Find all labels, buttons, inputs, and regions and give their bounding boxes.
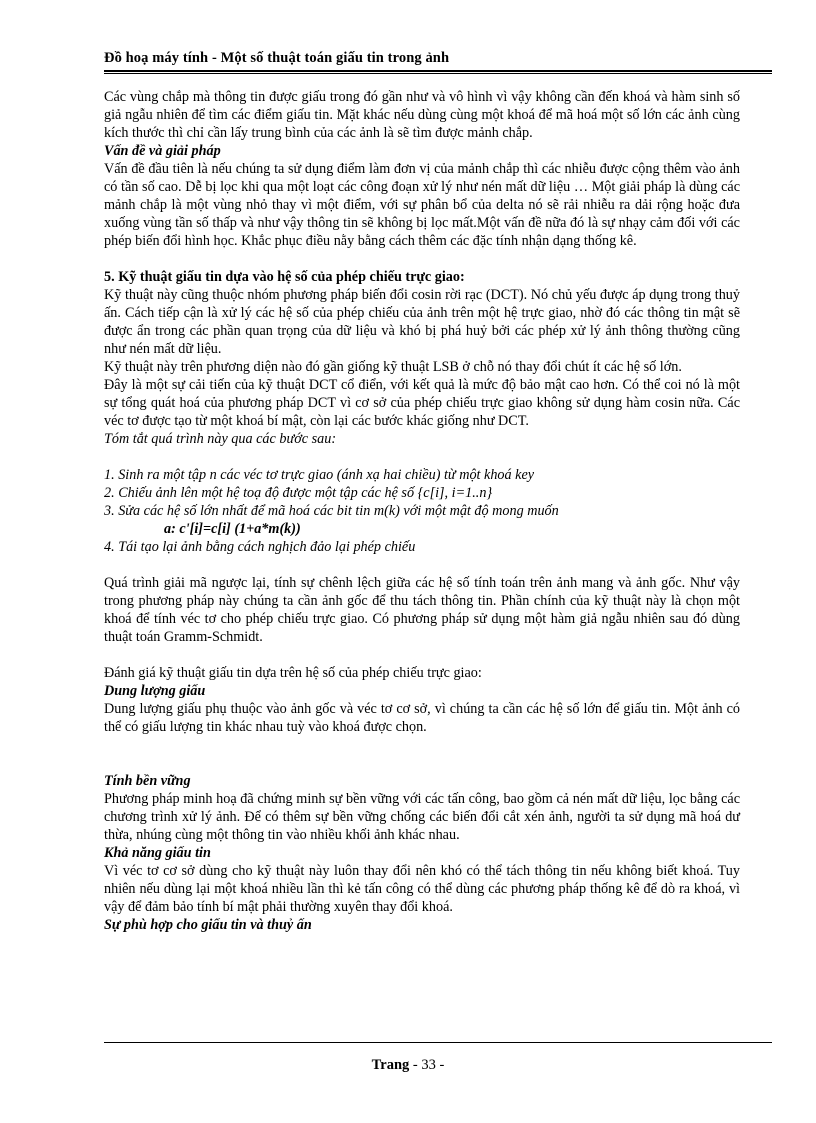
footer-label: Trang: [371, 1057, 410, 1073]
spacer: [104, 250, 740, 268]
paragraph: Phương pháp minh hoạ đã chứng minh sự bền vững với các tấn công, bao gồm cả nén mất dữ liệu, lọc bằng các chương trình xử lý ảnh. Để có thêm sự bền vững chống các biến đổi cắt xén ảnh, người ta sử dụng mã hoá dư thừa, nhúng cùng một thông tin vào nhiều khối ảnh khác nhau.: [104, 791, 740, 843]
subheading-fitness: Sự phù hợp cho giấu tin và thuỷ ấn: [104, 917, 312, 933]
evaluation-intro: Đánh giá kỹ thuật giấu tin dựa trên hệ số của phép chiếu trực giao:: [104, 665, 482, 681]
paragraph: Vì véc tơ cơ sở dùng cho kỹ thuật này luôn thay đổi nên khó có thể tách thông tin nếu không biết khoá. Tuy nhiên nếu dùng lại một khoá nhiều lần thì kẻ tấn công có thể dùng các phương pháp thống kê để dò ra khoá, vì vậy để đảm bảo tính bí mật phải thường xuyên thay đổi khoá.: [104, 863, 740, 915]
subheading-ability: Khả năng giấu tin: [104, 845, 211, 861]
spacer: [104, 448, 740, 466]
paragraph: Quá trình giải mã ngược lại, tính sự chênh lệch giữa các hệ số tính toán trên ảnh mang và ảnh gốc. Như vậy trong phương pháp này chúng ta cần ảnh gốc để thu tách thông tin. Phần chính của kỹ thuật này là chọn một khoá để tính véc tơ cho phép chiếu trực giao. Có phương pháp sử dụng một hàm giả ngẫu nhiên sau đó dùng thuật toán Gramm-Schmidt.: [104, 575, 740, 645]
paragraph: Các vùng chắp mà thông tin được giấu trong đó gần như và vô hình vì vậy không cần đến khoá và hàm sinh số giả ngẫu nhiên để tìm các điểm giấu tin. Mặt khác nếu dùng cùng một khoá để mã hoá một số lớn các ảnh cùng kích thước thì chỉ cần lấy trung bình của các ảnh là sẽ tìm được mảnh chắp.: [104, 89, 740, 141]
step-item: 3. Sửa các hệ số lớn nhất để mã hoá các bit tin m(k) với một mật độ mong muốn: [104, 503, 559, 519]
page-header-title: Đồ hoạ máy tính - Một số thuật toán giấu tin trong ảnh: [104, 50, 450, 66]
header-divider: [104, 70, 772, 74]
subheading-capacity: Dung lượng giấu: [104, 683, 206, 699]
footer-divider: [104, 1042, 772, 1043]
subheading-problem: Vấn đề và giải pháp: [104, 143, 221, 159]
subheading-robustness: Tính bền vững: [104, 773, 191, 789]
paragraph: Đây là một sự cải tiến của kỹ thuật DCT cổ điển, với kết quả là mức độ bảo mật cao hơn. Có thể coi nó là một sự tổng quát hoá của phương pháp DCT vì cơ sở của phép chiếu trực giao không sử dụng hàm cosin nữa. Các véc tơ được tạo từ một khoá bí mật, còn lại các bước khác giống như DCT.: [104, 377, 740, 429]
spacer: [104, 736, 740, 772]
paragraph: Dung lượng giấu phụ thuộc vào ảnh gốc và véc tơ cơ sở, vì chúng ta cần các hệ số lớn để giấu tin. Một ảnh có thể có giấu lượng tin khác nhau tuỳ vào khoá được chọn.: [104, 701, 740, 735]
step-item: 4. Tái tạo lại ảnh bằng cách nghịch đảo lại phép chiếu: [104, 539, 416, 555]
formula: a: c'[i]=c[i] (1+a*m(k)): [164, 521, 301, 537]
document-body: [104, 88, 740, 934]
spacer: [104, 646, 740, 664]
spacer: [104, 556, 740, 574]
steps-intro: Tóm tắt quá trình này qua các bước sau:: [104, 431, 337, 447]
paragraph: Vấn đề đầu tiên là nếu chúng ta sử dụng điểm làm đơn vị của mảnh chắp thì các nhiễu được cộng thêm vào ảnh có tần số cao. Dễ bị lọc khi qua một loạt các công đoạn xử lý như nén mất dữ liệu … Một giải pháp là dùng các mảnh chắp là một vùng nhỏ thay vì một điểm, với sự phân bổ của delta nó sẽ rải nhiễu ra dải rộng hoặc đưa xuống vùng tần số thấp và như vậy thông tin sẽ không bị lọc mất.Một vấn đề nữa đó là sự nhạy cảm đối với các phép biến đổi hình học. Khắc phục điều nằy bằng cách thêm các đặc tính nhận dạng thống kê.: [104, 161, 740, 249]
step-item: 1. Sinh ra một tập n các véc tơ trực giao (ánh xạ hai chiều) từ một khoá key: [104, 467, 535, 483]
step-item: 2. Chiếu ảnh lên một hệ toạ độ được một tập các hệ số {c[i], i=1..n}: [104, 485, 493, 501]
paragraph: Kỹ thuật này cũng thuộc nhóm phương pháp biến đổi cosin rời rạc (DCT). Nó chủ yếu được áp dụng trong thuỷ ấn. Cách tiếp cận là xử lý các hệ số của phép chiếu của ảnh trên một hệ trực giao, nhờ đó các thông tin mật sẽ được ẩn trong các phần quan trọng của dữ liệu và khó bị phá huỷ bởi các phép xử lý ảnh thông thường cũng như nén mất dữ liệu.: [104, 287, 740, 357]
page-number: - 33 -: [409, 1057, 445, 1073]
paragraph: Kỹ thuật này trên phương diện nào đó gần giống kỹ thuật LSB ở chỗ nó thay đổi chút ít các hệ số lớn.: [104, 359, 682, 375]
page-footer: [0, 1057, 816, 1074]
section-heading: 5. Kỹ thuật giấu tin dựa vào hệ số của phép chiếu trực giao:: [104, 269, 465, 285]
